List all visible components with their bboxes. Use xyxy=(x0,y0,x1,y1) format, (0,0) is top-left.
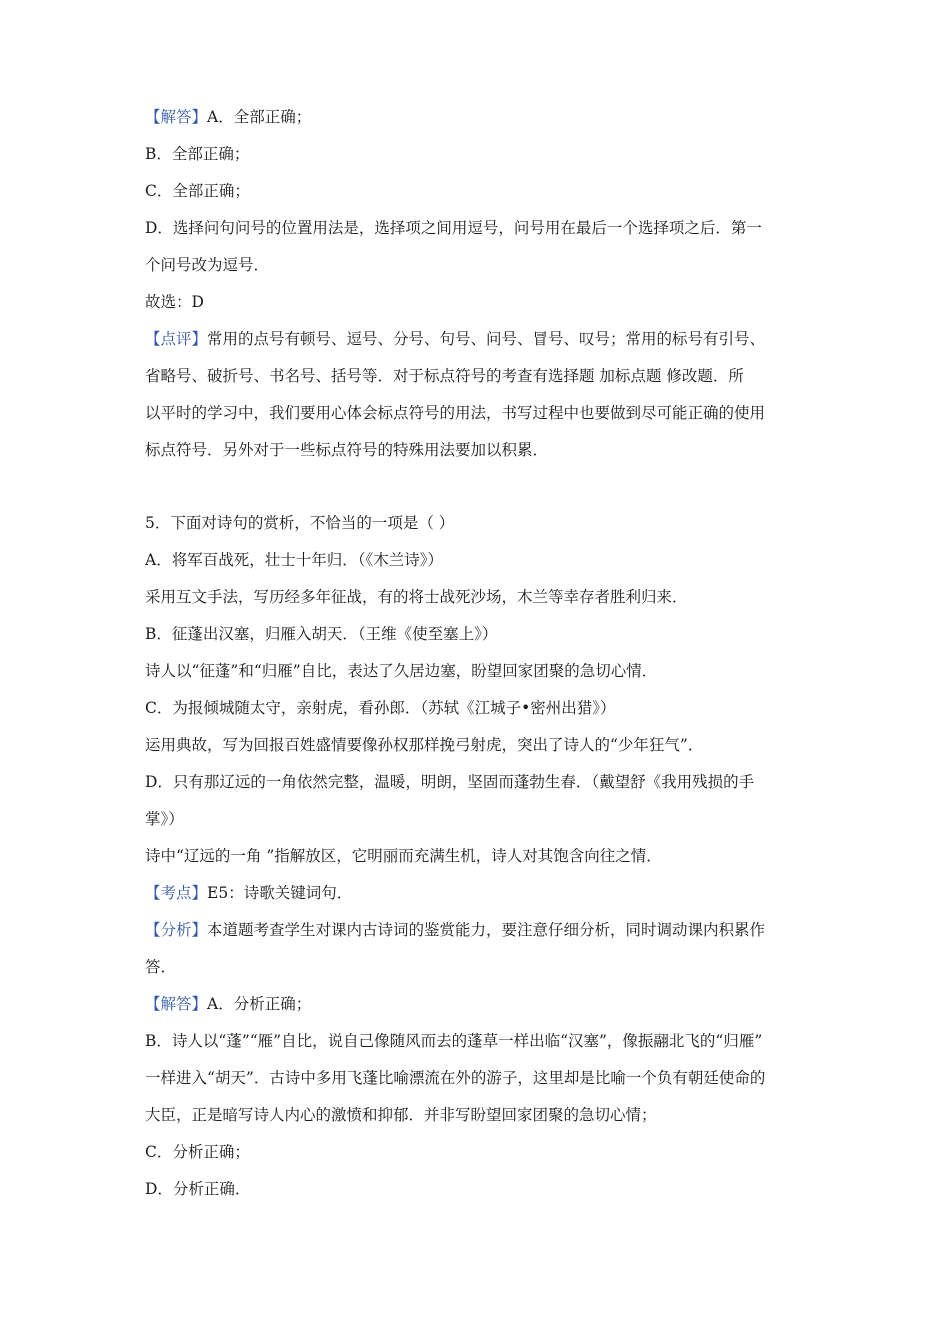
analysis-tag: 【分析】 xyxy=(145,921,208,939)
answer-line-b: B．全部正确； xyxy=(145,145,250,163)
analysis-line-2: 答． xyxy=(145,958,177,976)
option-b-poem: B．征蓬出汉塞，归雁入胡天．（王维《使至塞上》） xyxy=(145,625,498,643)
answer-line-d2: 个问号改为逗号． xyxy=(145,256,270,274)
document-page xyxy=(145,104,815,1202)
q5-answer-line-b1: B．诗人以“蓬”“雁”自比，说自己像随风而去的蓬草一样出临“汉塞”，像振翮北飞的“归雁” xyxy=(145,1032,763,1050)
option-d-poem-1: D．只有那辽远的一角依然完整，温暖，明朗，坚固而蓬勃生春．（戴望舒《我用残损的手 xyxy=(145,773,755,791)
q5-answer-line-c: C．分析正确； xyxy=(145,1143,250,1161)
q5-answer-line-d: D．分析正确． xyxy=(145,1180,251,1198)
option-a-poem: A．将军百战死，壮士十年归．（《木兰诗》） xyxy=(145,551,443,569)
point-tag: 【考点】 xyxy=(145,884,208,902)
answer-line-a xyxy=(145,104,815,130)
option-c-note: 运用典故，写为回报百姓盛情要像孙权那样挽弓射虎，突出了诗人的“少年狂气”． xyxy=(145,736,704,754)
answer-line-c: C．全部正确； xyxy=(145,182,250,200)
point-text: E5：诗歌关键词句． xyxy=(207,884,353,902)
answer-line-d1: D．选择问句问号的位置用法是，选择项之间用逗号，问号用在最后一个选择项之后．第一 xyxy=(145,219,762,237)
comment-line-3: 以平时的学习中，我们要用心体会标点符号的用法，书写过程中也要做到尽可能正确的使用 xyxy=(145,404,766,422)
analysis-text-1: 本道题考查学生对课内古诗词的鉴赏能力，要注意仔细分析，同时调动课内积累作 xyxy=(207,921,766,939)
option-c-poem: C．为报倾城随太守，亲射虎，看孙郎．（苏轼《江城子•密州出猎》） xyxy=(145,699,616,717)
option-b-note: 诗人以“征蓬”和“归雁”自比，表达了久居边塞，盼望回家团聚的急切心情． xyxy=(145,662,658,680)
comment-line-2: 省略号、破折号、书名号、括号等．对于标点符号的考查有选择题 加标点题 修改题．所 xyxy=(145,367,744,385)
answer-tag: 【解答】 xyxy=(145,108,208,126)
comment-tag: 【点评】 xyxy=(145,330,208,348)
q5-answer-line-b3: 大臣，正是暗写诗人内心的激愤和抑郁．并非写盼望回家团聚的急切心情； xyxy=(145,1106,657,1124)
choice-line: 故选：D xyxy=(145,293,204,311)
comment-line-1 xyxy=(145,326,815,352)
q5-answer-text-a: A．分析正确； xyxy=(207,995,312,1013)
option-d-poem-2: 掌》） xyxy=(145,810,184,828)
analysis-line-1 xyxy=(145,917,815,943)
q5-answer-tag: 【解答】 xyxy=(145,995,208,1013)
point-line xyxy=(145,880,815,906)
q5-answer-line-a xyxy=(145,991,815,1017)
answer-text: A．全部正确； xyxy=(207,108,312,126)
comment-text-1: 常用的点号有顿号、逗号、分号、句号、问号、冒号、叹号；常用的标号有引号、 xyxy=(207,330,766,348)
q5-answer-line-b2: 一样进入“胡天”．古诗中多用飞蓬比喻漂流在外的游子，这里却是比喻一个负有朝廷使命的 xyxy=(145,1069,766,1087)
option-a-note: 采用互文手法，写历经多年征战，有的将士战死沙场，木兰等幸存者胜利归来． xyxy=(145,588,688,606)
option-d-note: 诗中“辽远的一角 ”指解放区，它明丽而充满生机，诗人对其饱含向往之情． xyxy=(145,847,662,865)
comment-line-4: 标点符号．另外对于一些标点符号的特殊用法要加以积累． xyxy=(145,441,549,459)
question-stem: 5．下面对诗句的赏析，不恰当的一项是（ ） xyxy=(145,514,455,532)
